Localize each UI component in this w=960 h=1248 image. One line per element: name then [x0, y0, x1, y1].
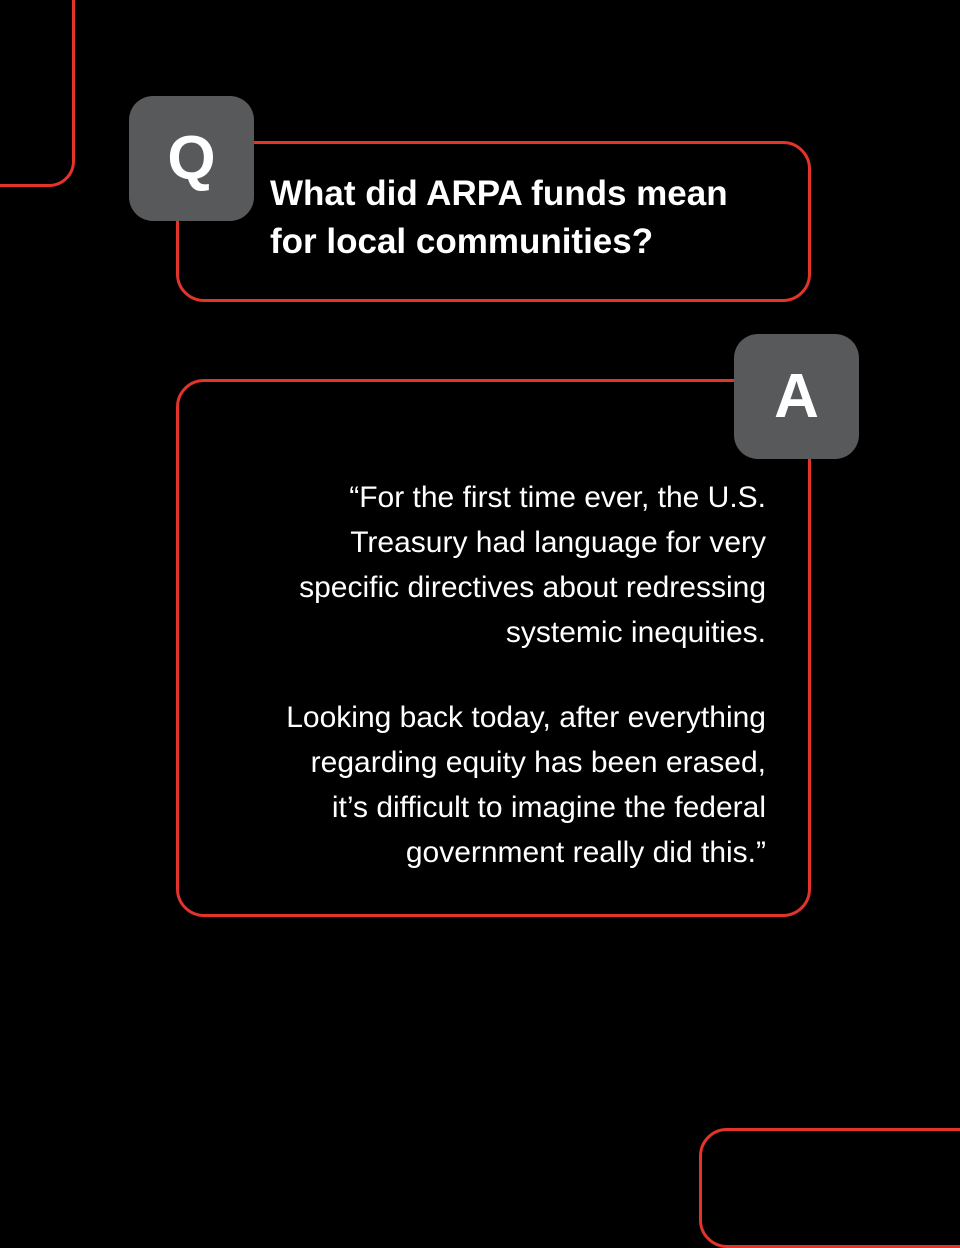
question-text: What did ARPA funds mean for local communities?: [270, 174, 728, 261]
answer-badge: A: [734, 334, 859, 459]
question-badge: Q: [129, 96, 254, 221]
answer-quote-paragraph-1: “For the first time ever, the U.S. Treasury had language for very specific directives about redressing systemic inequities.: [299, 481, 766, 649]
decorative-corner-frame-top-left: [0, 0, 75, 187]
answer-quote-paragraph-2: Looking back today, after everything regarding equity has been erased, it’s difficult to imagine the federal government really did this.”: [286, 701, 766, 869]
decorative-corner-frame-bottom-right: [699, 1128, 960, 1248]
